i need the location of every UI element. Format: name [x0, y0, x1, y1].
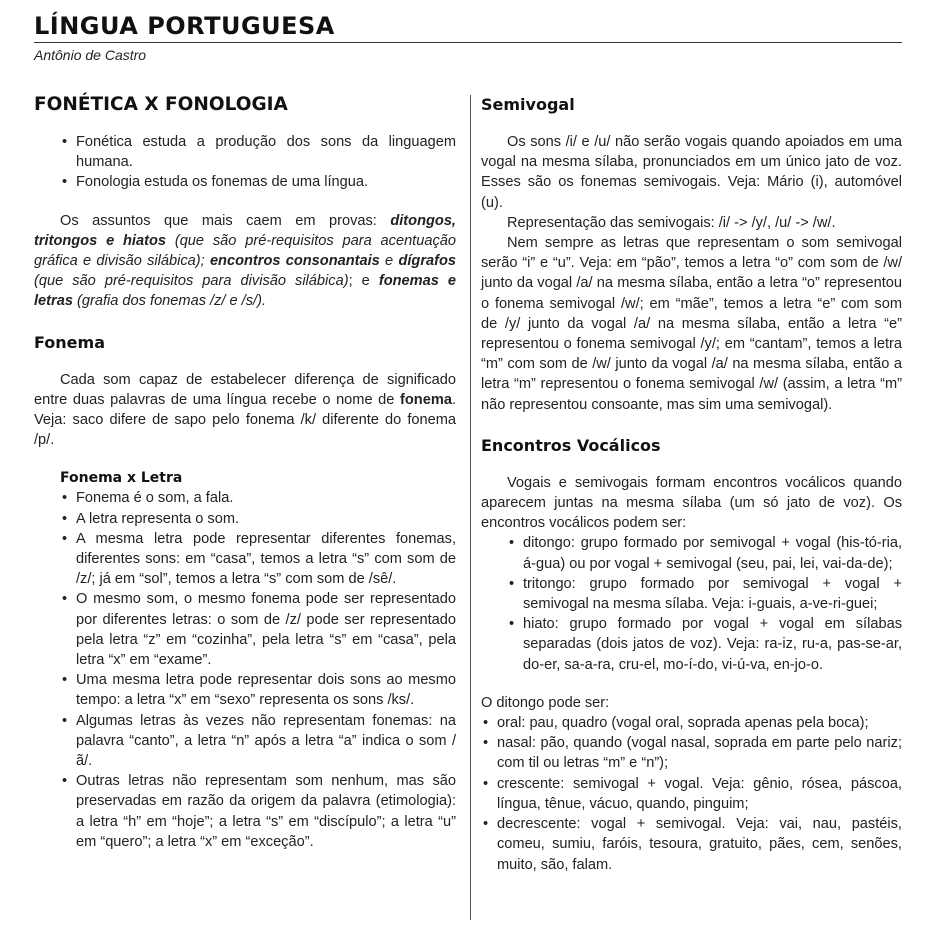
- list-item: • nasal: pão, quando (vogal nasal, soprada em parte pelo nariz; com til ou letras “m” e “n”);: [481, 733, 902, 773]
- column-divider: [470, 95, 471, 920]
- subsection-title-fonema-letra: Fonema x Letra: [60, 470, 183, 487]
- list-item: • Fonética estuda a produção dos sons da linguagem humana.: [34, 132, 456, 172]
- assuntos-paragraph: Os assuntos que mais caem em provas: ditongos, tritongos e hiatos (que são pré-requisitos para acentuação gráfica e divisão silábica); encontros consonantais e dígrafos (que são pré-requisitos para divisão silábica); e fonemas e letras (grafia dos fonemas /z/ e /s/).: [34, 212, 457, 310]
- list-item: • O mesmo som, o mesmo fonema pode ser representado por diferentes letras: o som de /z/ pode ser representado pela letra “z” em “cozinha”, pela letra “s” em “casa”, pela letra “x” em “exame”.: [60, 589, 456, 670]
- subsection-title-encontros: Encontros Vocálicos: [481, 435, 661, 455]
- author-name: Antônio de Castro: [34, 47, 147, 63]
- list-item: • Fonema é o som, a fala.: [60, 488, 456, 508]
- semivogal-paragraph-3: Nem sempre as letras que representam o som semivogal serão “i” e “u”. Veja: em “pão”, temos a letra “o” com som de /w/ junto da vogal /a/ na mesma sílaba, então a letra “o” representou o fonema semivogal /w/; em “mãe”, temos a letra “e” com som de /y/ junto da vogal /a/ na mesma sílaba, então a letra “e” representou o fonema semivogal /y/; em “cantam”, temos a letra “m” com som de /w/ junto da vogal /a/ na mesma sílaba, então a letra “m” representou o fonema semivogal /w/ (assim, a letra “m” não representou consoante, mas sim uma semivogal).: [481, 235, 902, 413]
- list-item: • Uma mesma letra pode representar dois sons ao mesmo tempo: a letra “x” em “sexo” representa os sons /ks/.: [60, 670, 456, 710]
- list-item: • A letra representa o som.: [60, 509, 456, 529]
- semivogal-paragraph-1: Os sons /i/ e /u/ não serão vogais quando apoiados em uma vogal na mesma sílaba, pronunciados em um único jato de voz. Esses são os fonemas semivogais. Veja: Mário (i), automóvel (u).: [481, 134, 902, 211]
- page-header: [34, 10, 902, 63]
- subsection-title-fonema: Fonema: [34, 332, 105, 352]
- list-item: • Algumas letras às vezes não representam fonemas: na palavra “canto”, a letra “n” após a letra “a” indica o som /ã/.: [60, 711, 456, 772]
- list-item: • decrescente: vogal + semivogal. Veja: vai, nau, pastéis, comeu, sumiu, faróis, tesoura, gratuito, pães, cem, senões, muito, são, falam.: [481, 814, 902, 875]
- list-item: • A mesma letra pode representar diferentes fonemas, diferentes sons: em “casa”, temos a letra “s” com som de /z/; já em “sol”, temos a letra “s” com som de /sê/.: [60, 529, 456, 590]
- encontros-paragraph: Vogais e semivogais formam encontros vocálicos quando aparecem juntas na mesma sílaba (um só jato de voz). Os encontros vocálicos podem ser:: [481, 474, 902, 532]
- page-title: LÍNGUA PORTUGUESA: [34, 12, 335, 40]
- list-item: • Outras letras não representam som nenhum, mas são preservadas em razão da origem da palavra (etimologia): a letra “h” em “hoje”; a letra “s” em “discípulo”; a letra “u” em “quero”; a letra “x” em “exceção”.: [60, 771, 456, 852]
- ditongo-bullet-list: [481, 713, 902, 875]
- list-item: • tritongo: grupo formado por semivogal + vogal + semivogal na mesma sílaba. Veja: i-guais, a-ve-ri-guei;: [507, 574, 902, 614]
- intro-bullet-list: [34, 132, 456, 193]
- list-item: • oral: pau, quadro (vogal oral, soprada apenas pela boca);: [481, 713, 902, 733]
- section-title-fonetica: FONÉTICA X FONOLOGIA: [34, 94, 288, 115]
- fonema-letra-bullet-list: [34, 488, 456, 852]
- semivogal-paragraph-2: Representação das semivogais: /i/ -> /y/, /u/ -> /w/.: [507, 214, 836, 231]
- list-item: • hiato: grupo formado por vogal + vogal em sílabas separadas (dois jatos de voz). Veja: ra-iz, ru-a, pas-se-ar, do-er, sa-a-ra, cru-el, mo-í-do, vi-ú-va, en-jo-o.: [507, 614, 902, 675]
- list-item: • Fonologia estuda os fonemas de uma língua.: [34, 172, 456, 192]
- ditongo-intro: O ditongo pode ser:: [481, 694, 610, 711]
- header-rule: [34, 42, 902, 43]
- list-item: • ditongo: grupo formado por semivogal + vogal (his-tó-ria, á-gua) ou por vogal + semivogal (seu, pai, lei, vai-da-de);: [507, 533, 902, 573]
- right-column: [481, 92, 902, 875]
- fonema-paragraph: Cada som capaz de estabelecer diferença de significado entre duas palavras de uma língua recebe o nome de fonema. Veja: saco difere de sapo pelo fonema /k/ diferente do fonema /p/.: [34, 371, 456, 449]
- left-column: [34, 92, 456, 852]
- encontros-bullet-list: [481, 533, 902, 674]
- subsection-title-semivogal: Semivogal: [481, 95, 575, 114]
- list-item: • crescente: semivogal + vogal. Veja: gênio, rósea, páscoa, língua, tênue, vácuo, quando, pinguim;: [481, 774, 902, 814]
